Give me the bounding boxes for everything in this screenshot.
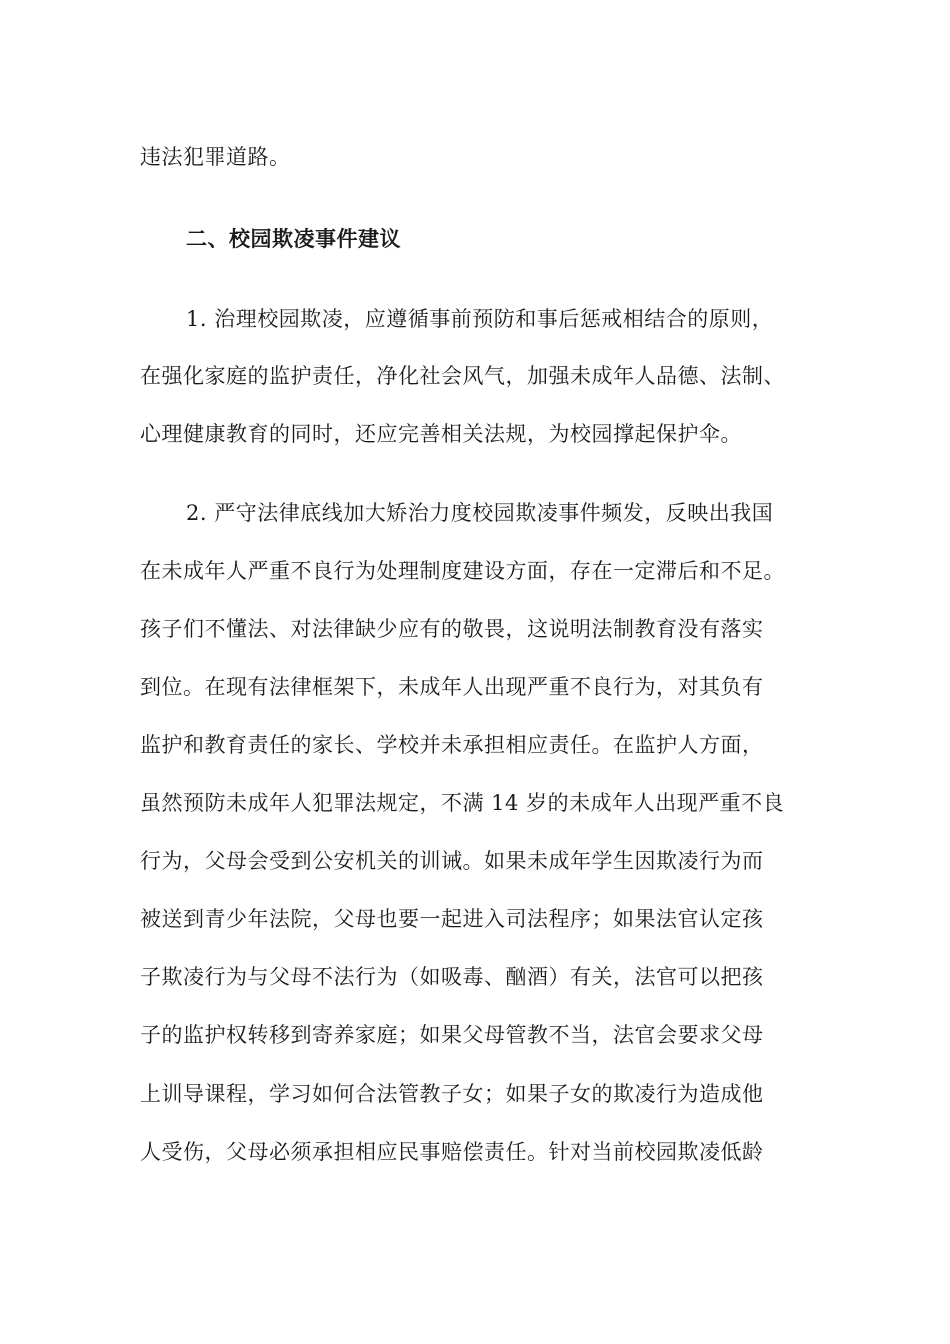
paragraph-1-line: 心理健康教育的同时，还应完善相关法规，为校园撑起保护伞。 (140, 422, 742, 446)
paragraph-2-line: 被送到青少年法院，父母也要一起进入司法程序；如果法官认定孩 (140, 907, 764, 931)
paragraph-2-line: 上训导课程，学习如何合法管教子女；如果子女的欺凌行为造成他 (140, 1082, 764, 1106)
paragraph-2-line: 到位。在现有法律框架下，未成年人出现严重不良行为，对其负有 (140, 675, 764, 699)
paragraph-2-line: 在未成年人严重不良行为处理制度建设方面，存在一定滞后和不足。 (140, 559, 785, 583)
paragraph-2-line: 监护和教育责任的家长、学校并未承担相应责任。在监护人方面， (140, 733, 764, 757)
paragraph-2-line: 子欺凌行为与父母不法行为（如吸毒、酗酒）有关，法官可以把孩 (140, 965, 764, 989)
paragraph-2-line: 子的监护权转移到寄养家庭；如果父母管教不当，法官会要求父母 (140, 1023, 764, 1047)
text-line: 违法犯罪道路。 (140, 145, 291, 169)
paragraph-1-line: 在强化家庭的监护责任，净化社会风气，加强未成年人品德、法制、 (140, 364, 785, 388)
paragraph-2-line: 行为，父母会受到公安机关的训诫。如果未成年学生因欺凌行为而 (140, 849, 764, 873)
paragraph-2-line: 人受伤，父母必须承担相应民事赔偿责任。针对当前校园欺凌低龄 (140, 1140, 764, 1164)
paragraph-1-line: 1. 治理校园欺凌，应遵循事前预防和事后惩戒相结合的原则， (186, 307, 774, 331)
paragraph-2-line: 孩子们不懂法、对法律缺少应有的敬畏，这说明法制教育没有落实 (140, 617, 764, 641)
paragraph-2-line: 虽然预防未成年人犯罪法规定，不满 14 岁的未成年人出现严重不良 (140, 791, 785, 815)
section-heading: 二、校园欺凌事件建议 (186, 227, 401, 251)
paragraph-2-line: 2. 严守法律底线加大矫治力度校园欺凌事件频发，反映出我国 (186, 501, 774, 525)
